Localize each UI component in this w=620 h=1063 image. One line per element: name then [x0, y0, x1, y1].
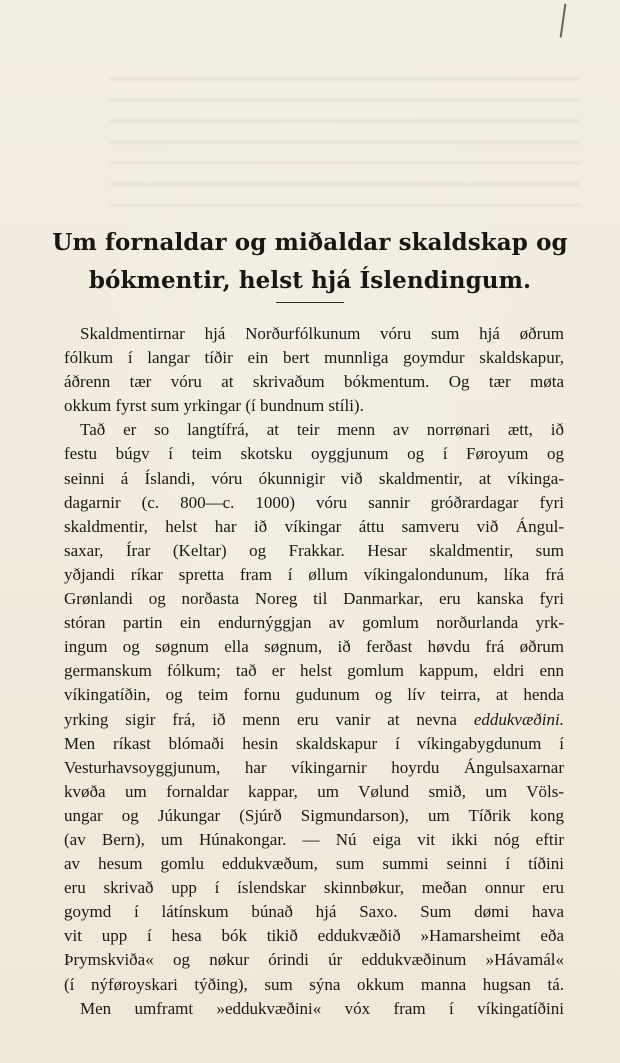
text-line: vit upp í hesa bók tikið eddukvæðið »Hamarsheimt eða — [64, 926, 564, 946]
text-line-with-italic — [64, 708, 564, 732]
bleed-through-texture — [110, 78, 580, 208]
text-line: goymd í látínskum búnað hjá Saxo. Sum dømi hava — [64, 902, 564, 922]
text-line: germanskum fólkum; tað er helst gomlum kappum, eldri enn — [64, 661, 564, 681]
pencil-mark — [560, 4, 573, 39]
text-line: stóran partin ein endurnýggjan av gomlum norðurlanda yrk- — [64, 613, 564, 633]
text-line: Grønlandi og norðasta Noreg til Danmarkar, eru kanska fyri — [64, 589, 564, 609]
text-line: áðrenn tær vóru at skrivaðum bókmentum. Og tær møta — [64, 372, 564, 392]
text-line: Men ríkast blómaði hesin skaldskapur í víkingabygdunum í — [64, 733, 564, 753]
text-line: Þrymskviða« og nøkur órindi úr eddukvæðinum »Hávamál« — [64, 950, 564, 970]
italic-term: eddukvæðini. — [473, 709, 564, 729]
text-line: Vesturhavsoyggjunum, har víkingarnir hoyrdu Ángulsaxarnar — [64, 757, 564, 777]
text-line: (í nýføroyskari týðing), sum sýna okkum manna hugsan tá. — [64, 974, 564, 994]
text-line: Men umframt »eddukvæðini« vóx fram í víkingatíðini — [80, 998, 564, 1018]
text-line: skaldmentir, helst har ið víkingar áttu samveru við Ángul- — [64, 516, 564, 536]
text-line: festu búgv í teim skotsku oyggjunum og í Føroyum og — [64, 444, 564, 464]
body-text — [64, 322, 564, 1021]
text-line: seinni á Íslandi, vóru ókunnigir við skaldmentir, at víkinga- — [64, 468, 564, 488]
text-line: okkum fyrst sum yrkingar (í bundnum stíli). — [64, 396, 364, 416]
text-line: Tað er so langtífrá, at teir menn av norrønari ætt, ið — [80, 420, 564, 440]
text-line: av hesum gomlu eddukvæðum, sum summi seinni í tíðini — [64, 854, 564, 874]
heading-divider — [276, 302, 344, 303]
chapter-heading-line-2: bókmentir, helst hjá Íslendingum. — [88, 267, 532, 294]
text-line-lead: yrking sigir frá, ið menn eru vanir at nevna — [64, 709, 474, 729]
text-line: (av Bern), um Húnakongar. — Nú eiga vit ikki nóg eftir — [64, 829, 564, 849]
text-line: yðjandi ríkar spretta fram í øllum víkingalondunum, líka frá — [64, 564, 564, 584]
text-line: Skaldmentirnar hjá Norðurfólkunum vóru sum hjá øðrum — [80, 324, 564, 343]
text-line: saxar, Írar (Keltar) og Frakkar. Hesar skaldmentir, sum — [64, 540, 564, 560]
text-line: dagarnir (c. 800—c. 1000) vóru sannir gróðrardagar fyri — [64, 492, 564, 512]
text-line: kvøða um fornaldar kappar, um Vølund smið, um Völs- — [64, 781, 564, 801]
text-line: fólkum í langar tíðir ein bert munnliga goymdur skaldskapur, — [64, 348, 564, 368]
text-line: ungar og Júkungar (Sjúrð Sigmundarson), um Tíðrik kong — [64, 805, 564, 825]
text-line: ingum og søgnum ella søgnum, ið ferðast høvdu frá øðrum — [64, 637, 564, 657]
text-line: víkingatíðin, og teim fornu gudunum og lív teirra, at henda — [64, 685, 564, 705]
chapter-heading — [40, 224, 580, 300]
chapter-heading-line-1: Um fornaldar og miðaldar skaldskap og — [52, 229, 568, 256]
text-line: eru skrivað upp í íslendskar skinnbøkur, meðan onnur eru — [64, 878, 564, 898]
